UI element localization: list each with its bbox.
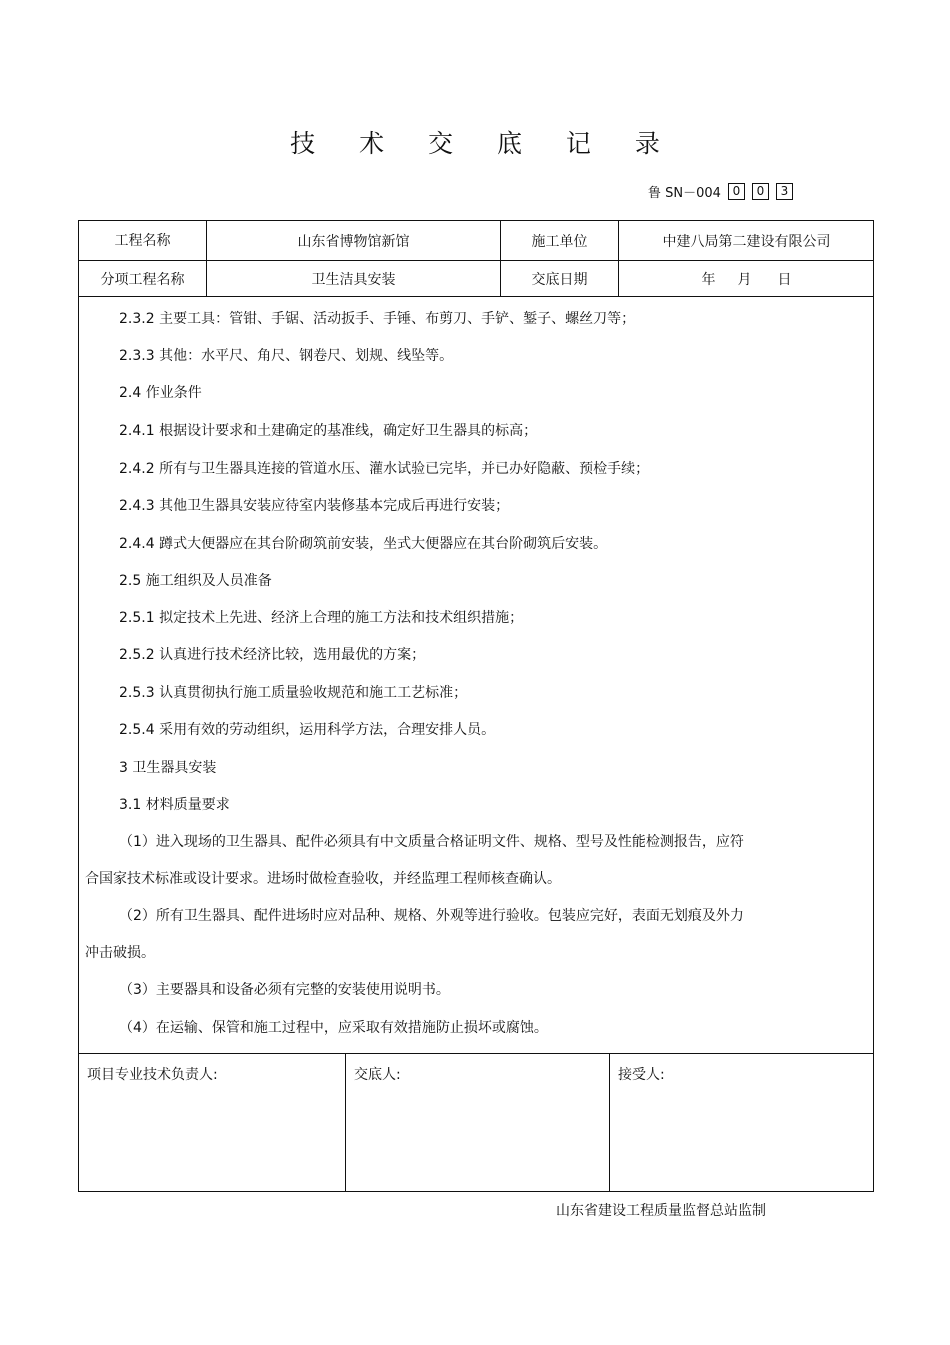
document-title: 技 术 交 底 记 录 xyxy=(290,129,678,158)
subproject-label: 分项工程名称 xyxy=(100,271,185,288)
tech-lead-signature-cell xyxy=(79,1054,345,1192)
content-line: 2.5.1 拟定技术上先进、经济上合理的施工方法和技术组织措施； xyxy=(119,610,524,626)
content-line: 2.4.3 其他卫生器具安装应待室内装修基本完成后再进行安装； xyxy=(119,498,510,514)
content-line: 2.5 施工组织及人员准备 xyxy=(119,573,272,589)
project-name-value: 山东省博物馆新馆 xyxy=(206,221,500,260)
subproject-value: 卫生洁具安装 xyxy=(206,261,500,296)
date-year: 年 xyxy=(701,271,716,288)
content-line: 2.5.3 认真贯彻执行施工质量验收规范和施工工艺标准； xyxy=(119,685,468,701)
receiver-label: 接受人: xyxy=(618,1067,665,1083)
content-line: （4）在运输、保管和施工过程中，应采取有效措施防止损坏或腐蚀。 xyxy=(119,1020,548,1036)
header-row-1 xyxy=(79,221,873,261)
content-line: 合国家技术标准或设计要求。进场时做检查验收，并经监理工程师核查确认。 xyxy=(85,871,561,887)
contractor-value: 中建八局第二建设有限公司 xyxy=(618,221,874,260)
code-prefix: 鲁 SN－004 xyxy=(648,186,721,201)
header-row-2 xyxy=(79,261,873,297)
content-line: 2.4.1 根据设计要求和土建确定的基准线，确定好卫生器具的标高； xyxy=(119,423,538,439)
content-line: 2.3.2 主要工具：管钳、手锯、活动扳手、手锤、布剪刀、手铲、錾子、螺丝刀等； xyxy=(119,311,636,327)
discloser-signature-cell xyxy=(345,1054,609,1192)
date-month: 月 xyxy=(737,271,752,288)
content-line: 2.4.2 所有与卫生器具连接的管道水压、灌水试验已完毕，并已办好隐蔽、预检手续； xyxy=(119,461,650,477)
date-day: 日 xyxy=(777,271,792,288)
disclosure-content xyxy=(79,297,873,1054)
content-line: 2.5.4 采用有效的劳动组织，运用科学方法，合理安排人员。 xyxy=(119,722,496,738)
content-line: 2.3.3 其他：水平尺、角尺、钢卷尺、划规、线坠等。 xyxy=(119,348,454,364)
content-line: 3.1 材料质量要求 xyxy=(119,797,230,813)
code-box-2: 0 xyxy=(752,183,769,200)
code-box-1: 0 xyxy=(728,183,745,200)
project-name-label: 工程名称 xyxy=(114,233,171,249)
content-line: 2.4.4 蹲式大便器应在其台阶砌筑前安装，坐式大便器应在其台阶砌筑后安装。 xyxy=(119,536,608,552)
content-line: 2.4 作业条件 xyxy=(119,385,202,401)
content-line: 冲击破损。 xyxy=(85,945,155,961)
contractor-label: 施工单位 xyxy=(500,221,618,260)
record-table xyxy=(78,220,874,1192)
date-label: 交底日期 xyxy=(500,261,618,296)
content-line: （1）进入现场的卫生器具、配件必须具有中文质量合格证明文件、规格、型号及性能检测报告，应符 xyxy=(119,834,744,850)
content-line: （2）所有卫生器具、配件进场时应对品种、规格、外观等进行验收。包装应完好，表面无划痕及外力 xyxy=(119,908,744,924)
document-code xyxy=(648,182,793,201)
receiver-signature-cell xyxy=(609,1054,873,1192)
content-heading: 3 卫生器具安装 xyxy=(119,760,217,776)
date-value xyxy=(618,261,874,296)
discloser-label: 交底人: xyxy=(354,1067,401,1083)
content-line: （3）主要器具和设备必须有完整的安装使用说明书。 xyxy=(119,982,450,998)
code-box-3: 3 xyxy=(776,183,793,200)
issuer-footer: 山东省建设工程质量监督总站监制 xyxy=(556,1203,766,1219)
content-line: 2.5.2 认真进行技术经济比较，选用最优的方案； xyxy=(119,647,426,663)
tech-lead-label: 项目专业技术负责人: xyxy=(87,1067,218,1083)
